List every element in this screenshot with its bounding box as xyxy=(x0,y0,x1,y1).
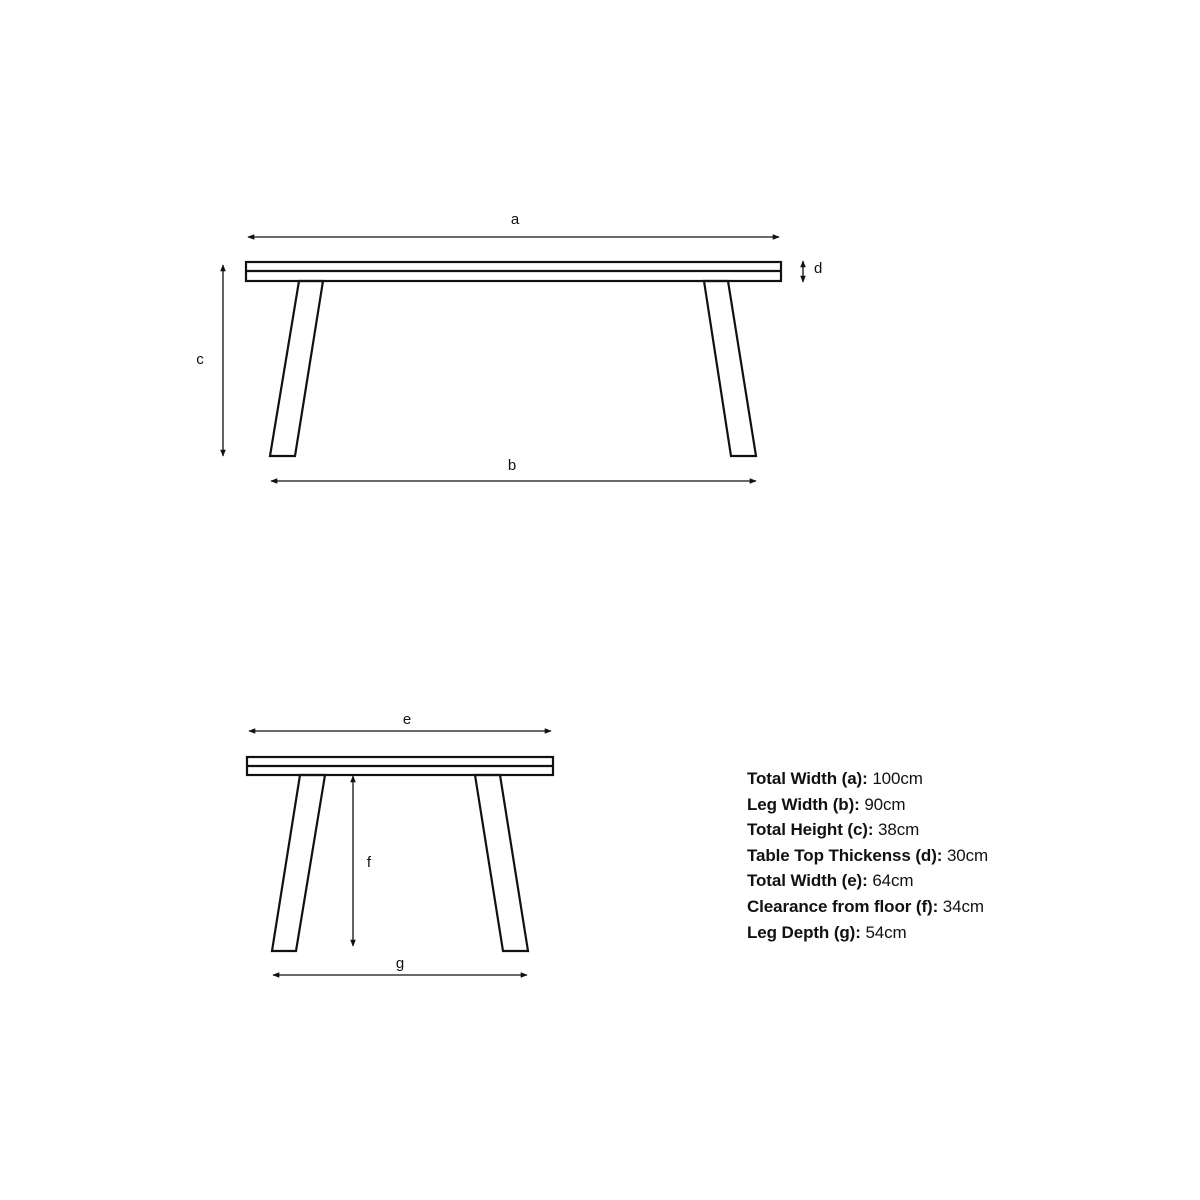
spec-table-top-thickness-d xyxy=(747,843,1167,869)
front-right-leg xyxy=(704,281,756,456)
spec-label: Total Width (a): xyxy=(747,769,868,788)
spec-total-width-e xyxy=(747,868,1167,894)
side-left-leg xyxy=(272,775,325,951)
spec-value: 30cm xyxy=(946,845,989,865)
spec-value: 100cm xyxy=(872,769,923,788)
dimension-e-label: e xyxy=(402,711,412,728)
spec-leg-depth-g xyxy=(747,920,1167,946)
spec-value: 90cm xyxy=(864,794,906,814)
spec-total-height-c xyxy=(747,817,1167,843)
dimension-d-label: d xyxy=(814,260,823,277)
spec-total-width-a xyxy=(747,766,1167,792)
front-left-leg xyxy=(270,281,323,456)
dimension-f-label: f xyxy=(366,854,372,871)
spec-leg-width-b xyxy=(747,792,1167,818)
spec-clearance-f xyxy=(747,894,1167,920)
spec-value: 54cm xyxy=(865,922,907,942)
spec-label: Leg Depth (g): xyxy=(747,922,861,942)
spec-value: 38cm xyxy=(878,820,920,840)
spec-list xyxy=(747,766,1167,945)
spec-label: Total Height (c): xyxy=(747,820,874,840)
spec-label: Table Top Thickenss (d): xyxy=(747,845,943,865)
dimension-a-label: a xyxy=(510,211,520,228)
spec-label: Leg Width (b): xyxy=(747,794,860,814)
spec-label: Total Width (e): xyxy=(747,871,868,891)
side-right-leg xyxy=(475,775,528,951)
spec-value: 34cm xyxy=(942,896,984,916)
dimension-c-label: c xyxy=(196,351,204,368)
spec-label: Clearance from floor (f): xyxy=(747,896,939,916)
side-view xyxy=(247,757,553,951)
spec-value: 64cm xyxy=(872,871,914,891)
dimension-g-label: g xyxy=(395,955,405,972)
dimension-b-label: b xyxy=(507,457,517,474)
front-view xyxy=(246,262,781,456)
